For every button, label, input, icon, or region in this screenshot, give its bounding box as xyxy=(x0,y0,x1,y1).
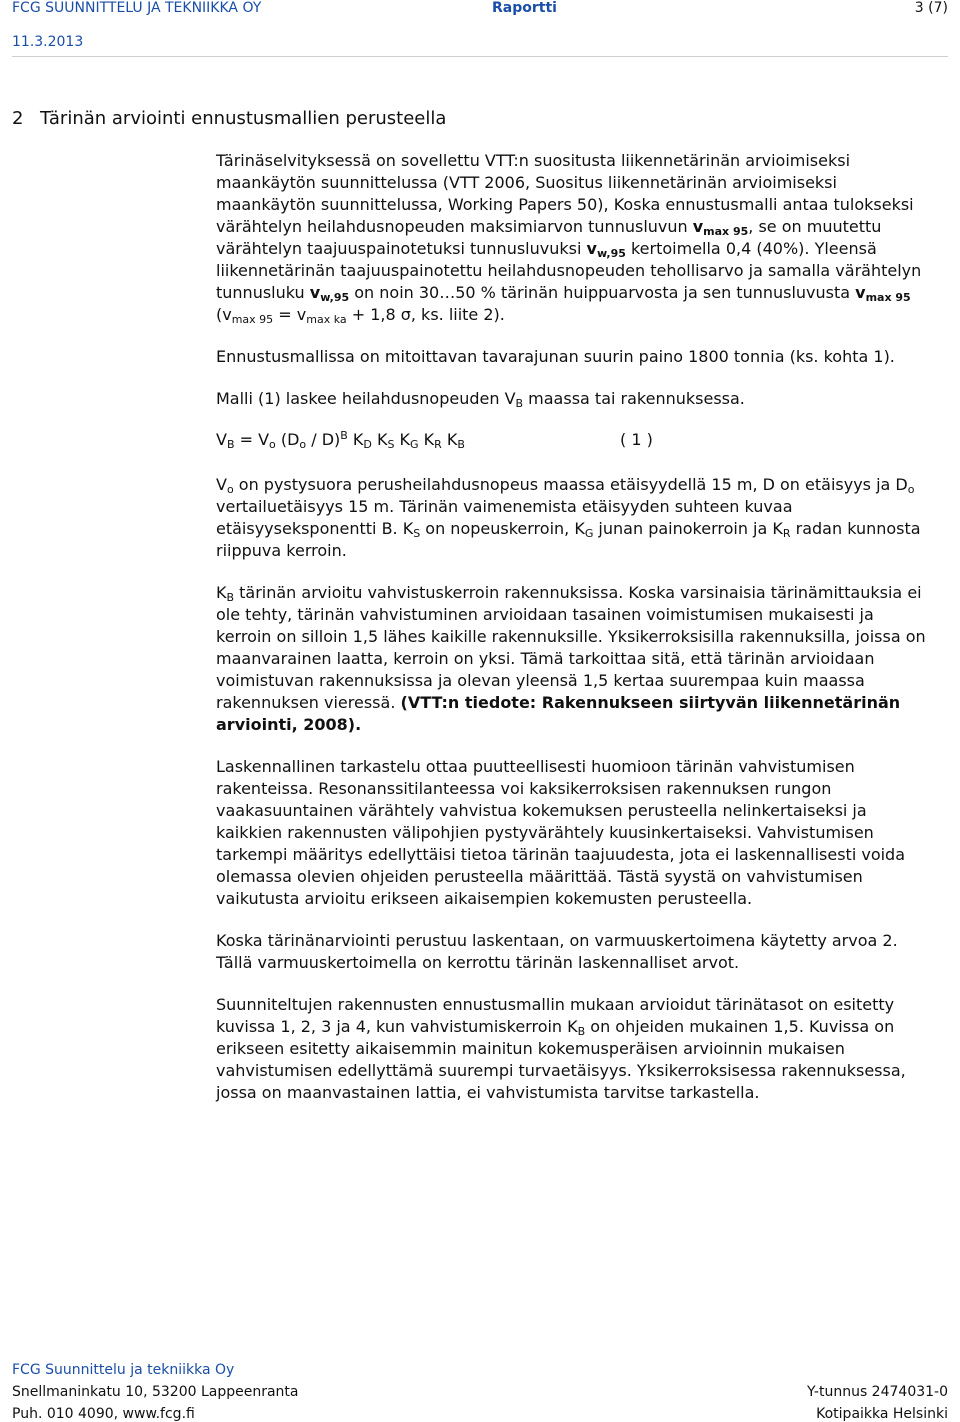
symbol-subscript: w,95 xyxy=(596,247,626,260)
text-run: = v xyxy=(273,305,307,324)
formula-row xyxy=(216,430,928,454)
formula-expression xyxy=(216,430,465,449)
symbol-letter: v xyxy=(586,239,597,258)
formula-subscript: S xyxy=(387,438,395,451)
text-subscript: max ka xyxy=(306,313,347,326)
text-subscript: S xyxy=(413,527,421,540)
text-run: vertailuetäisyys 15 m. Tärinän vaimenemista etäisyyden suhteen kuvaa etäisyyseksponentti B. K xyxy=(216,497,793,538)
formula-term: K xyxy=(394,430,411,449)
symbol-vmax95 xyxy=(693,217,749,236)
header-doc-type: Raportti xyxy=(492,0,557,16)
paragraph-design-train: Ennustusmallissa on mitoittavan tavarajunan suurin paino 1800 tonnia (ks. kohta 1). xyxy=(216,347,895,366)
footer-address: Snellmaninkatu 10, 53200 Lappeenranta xyxy=(12,1384,299,1400)
text-subscript: B xyxy=(515,397,524,410)
paragraph-results xyxy=(216,994,928,1104)
paragraph-model-intro xyxy=(216,388,928,410)
footer-phone: Puh. 010 4090, www.fcg.fi xyxy=(12,1406,195,1422)
text-run: maassa tai rakennuksessa. xyxy=(523,389,745,408)
section-number: 2 xyxy=(12,108,24,129)
paragraph-amplification-factor xyxy=(216,582,928,736)
formula-term: K xyxy=(418,430,435,449)
text-run: on noin 30…50 % tärinän huippuarvosta ja sen tunnusluvusta xyxy=(349,283,856,302)
document-body xyxy=(216,150,928,1124)
text-run: on ohjeiden mukainen 1,5. Kuvissa on erikseen esitetty aikaisemmin mainitun kokemusperäisen arvioinnin mukaisen vahvistumisen edellyttämä suurempi turvaetäisyys. Yksikerroksisessa rakennuksessa, jossa on maanvastainen lattia, ei vahvistumista tarvitse tarkastella. xyxy=(216,1017,906,1102)
text-run: Suunniteltujen rakennusten ennustusmallin mukaan arvioidut tärinätasot on esitetty kuvissa 1, 2, 3 ja 4, kun vahvistumiskerroin K xyxy=(216,995,895,1036)
formula-subscript: B xyxy=(457,438,465,451)
formula-subscript: D xyxy=(363,438,372,451)
formula-subscript: R xyxy=(434,438,442,451)
symbol-subscript: max 95 xyxy=(703,225,749,238)
section-heading xyxy=(12,108,446,129)
page-footer xyxy=(12,1354,948,1422)
symbol-vw95 xyxy=(587,239,626,258)
symbol-letter: v xyxy=(309,283,321,302)
text-run: , se on muutettu värähtelyn taajuuspainotetuksi tunnusluvuksi xyxy=(216,217,882,258)
symbol-subscript: max 95 xyxy=(865,291,911,304)
text-run: on nopeuskerroin, K xyxy=(420,519,585,538)
text-run: V xyxy=(216,475,227,494)
text-run: on pystysuora perusheilahdusnopeus maassa etäisyydellä 15 m, D on etäisyys ja D xyxy=(233,475,908,494)
formula-number: ( 1 ) xyxy=(620,430,653,449)
formula-subscript: o xyxy=(299,438,307,451)
text-run: Malli (1) laskee heilahdusnopeuden V xyxy=(216,389,516,408)
text-run: K xyxy=(216,583,227,602)
text-subscript: o xyxy=(907,483,915,496)
formula-term: K xyxy=(347,430,364,449)
header-page-number: 3 (7) xyxy=(914,0,948,16)
formula-subscript: G xyxy=(410,438,419,451)
text-subscript: G xyxy=(584,527,594,540)
page-header xyxy=(12,0,948,56)
text-run: junan painokerroin ja K xyxy=(593,519,783,538)
text-run: radan kunnosta riippuva kerroin. xyxy=(216,519,921,560)
formula-term: K xyxy=(441,430,458,449)
text-subscript: o xyxy=(226,483,234,496)
footer-domicile: Kotipaikka Helsinki xyxy=(816,1406,948,1422)
section-title: Tärinän arviointi ennustusmallien perusteella xyxy=(40,108,447,129)
symbol-letter: v xyxy=(692,217,704,236)
text-run: + 1,8 σ, ks. liite 2). xyxy=(346,305,505,324)
paragraph-safety-factor: Koska tärinänarviointi perustuu laskentaan, on varmuuskertoimena käytetty arvoa 2. Tällä varmuuskertoimella on kerrottu tärinän laskennalliset arvot. xyxy=(216,931,898,972)
formula-exponent: B xyxy=(340,429,348,442)
symbol-subscript: w,95 xyxy=(320,291,350,304)
formula-term: V xyxy=(216,430,227,449)
reference-citation: (VTT:n tiedote: Rakennukseen siirtyvän liikennetärinän arviointi, 2008). xyxy=(216,693,901,734)
text-subscript: B xyxy=(226,591,235,604)
footer-company: FCG Suunnittelu ja tekniikka Oy xyxy=(12,1362,235,1378)
symbol-vmax95 xyxy=(855,283,911,302)
text-run: tärinän arvioitu vahvistuskerroin rakennuksissa. Koska varsinaisia tärinämittauksia ei ole tehty, tärinän vahvistuminen arvioidaan tasainen voimistumisen mukaisesti ja kerroin on silloin 1,5 lähes kaikille rakennuksille. Yksikerroksisilla rakennuksilla, joissa on maanvarainen laatta, kerroin on yksi. Tämä tarkoittaa sitä, että tärinän arvioidaan voimistuvan rakennuksissa ja olevan yleensä 1,5 kertaa suurempaa kuin maassa rakennuksen vieressä. xyxy=(216,583,926,712)
formula-term: K xyxy=(371,430,388,449)
formula-subscript: B xyxy=(226,438,235,451)
header-company: FCG SUUNNITTELU JA TEKNIIKKA OY xyxy=(12,0,262,16)
formula-term: (D xyxy=(275,430,300,449)
symbol-letter: v xyxy=(855,283,866,302)
paragraph-calculation-limits: Laskennallinen tarkastelu ottaa puutteellisesti huomioon tärinän vahvistumisen rakenteissa. Resonanssitilanteessa voi kaksikerroksisen rakennuksen rungon vaakasuuntainen värähtely vahvistua kokemuksen perusteella nelinkertaiseksi ja kaikkien rakennusten välipohjien pystyvärähtely kuusinkertaiseksi. Vahvistumisen tarkempi määritys edellyttäisi tietoa tärinän taajuudesta, jota ei laskennallisesti voida olemassa olevien ohjeiden perusteella määrittää. Tästä syystä on vahvistumisen vaikutusta arvioitu erikseen aikaisempien kokemusten perusteella. xyxy=(216,757,906,908)
header-divider xyxy=(12,56,948,57)
text-run: (v xyxy=(216,305,232,324)
text-subscript: R xyxy=(782,527,791,540)
formula-term: = V xyxy=(234,430,270,449)
header-date: 11.3.2013 xyxy=(12,34,84,50)
paragraph-vibration-method xyxy=(216,150,928,326)
text-run: kertoimella 0,4 (40%). Yleensä liikennetärinän taajuuspainotettu heilahdusnopeuden tehollisarvo ja samalla värähtelyn tunnusluku xyxy=(216,239,922,302)
text-run: Tärinäselvityksessä on sovellettu VTT:n suositusta liikennetärinän arvioimiseksi maankäytön suunnittelussa (VTT 2006, Suositus liikennetärinän arvioimiseksi maankäytön suunnittelussa, Working Papers 50), Koska ennustusmalli antaa tulokseksi värähtelyn heilahdusnopeuden maksimiarvon tunnusluvun xyxy=(216,151,914,236)
formula-term: / D) xyxy=(306,430,341,449)
footer-business-id: Y-tunnus 2474031-0 xyxy=(807,1384,948,1400)
paragraph-variable-definitions xyxy=(216,474,928,562)
symbol-vw95 xyxy=(310,283,349,302)
text-subscript: B xyxy=(577,1025,586,1038)
text-subscript: max 95 xyxy=(231,313,274,326)
formula-subscript: o xyxy=(269,438,276,451)
